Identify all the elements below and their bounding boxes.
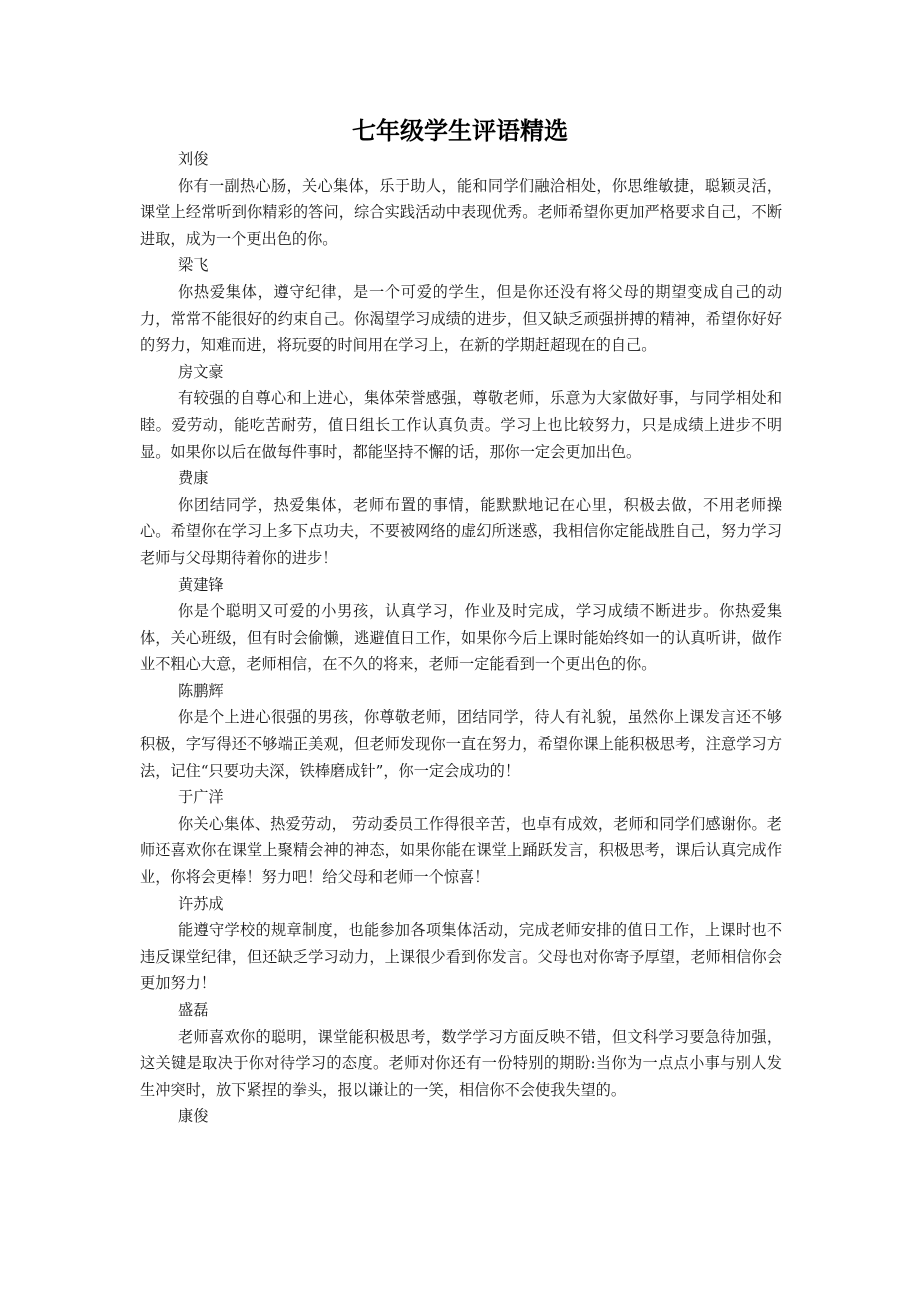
comment-entry	[140, 359, 782, 465]
student-name: 费康	[178, 469, 209, 488]
comment-text: 你团结同学，热爱集体，老师布置的事情，能默默地记在心里，积极去做，不用老师操心。希望你在学习上多下点功夫，不要被网络的虚幻所迷惑，我相信你定能战胜自己，努力学习老师与父母期待着你的进步！	[140, 495, 782, 567]
comment-entry	[140, 146, 782, 252]
student-name: 于广洋	[178, 788, 224, 807]
comments-list	[140, 146, 782, 1130]
document-title: 七年级学生评语精选	[352, 116, 568, 145]
student-name: 盛磊	[178, 1001, 209, 1019]
comment-text: 能遵守学校的规章制度，也能参加各项集体活动，完成老师安排的值日工作，上课时也不违反课堂纪律，但还缺乏学习动力，上课很少看到你发言。父母也对你寄予厚望，老师相信你会更加努力！	[140, 921, 782, 993]
student-name: 房文豪	[178, 362, 224, 381]
comment-entry	[140, 784, 782, 890]
student-name: 刘俊	[178, 150, 209, 168]
comment-text: 你是个聪明又可爱的小男孩，认真学习，作业及时完成，学习成绩不断进步。你热爱集体，关心班级，但有时会偷懒，逃避值日工作，如果你今后上课时能始终如一的认真听讲，做作业不粗心大意，老师相信，在不久的将来，老师一定能看到一个更出色的你。	[140, 602, 782, 674]
student-name: 黄建锋	[178, 575, 224, 594]
comment-text: 你关心集体、热爱劳动， 劳动委员工作得很辛苦，也卓有成效，老师和同学们感谢你。老师还喜欢你在课堂上聚精会神的神态，如果你能在课堂上踊跃发言，积极思考，课后认真完成作业，你将会更棒！努力吧！给父母和老师一个惊喜！	[140, 814, 782, 887]
comment-entry	[140, 891, 782, 997]
student-name: 许苏成	[178, 894, 224, 913]
comment-entry	[140, 1103, 782, 1130]
comment-text: 你是个上进心很强的男孩，你尊敬老师，团结同学，待人有礼貌，虽然你上课发言还不够积极，字写得还不够端正美观，但老师发现你一直在努力，希望你课上能积极思考，注意学习方法，记住“只要功夫深，铁棒磨成针”，你一定会成功的！	[140, 708, 782, 780]
comment-text: 你热爱集体，遵守纪律，是一个可爱的学生，但是你还没有将父母的期望变成自己的动力，常常不能很好的约束自己。你渴望学习成绩的进步，但又缺乏顽强拼搏的精神，希望你好好的努力，知难而进，将玩耍的时间用在学习上，在新的学期赶超现在的自己。	[140, 282, 782, 355]
comment-entry	[140, 678, 782, 784]
student-name: 陈鹏辉	[178, 681, 224, 700]
student-name: 康俊	[178, 1107, 209, 1126]
comment-entry	[140, 572, 782, 678]
student-name: 梁飞	[178, 256, 209, 275]
comment-text: 老师喜欢你的聪明，课堂能积极思考，数学学习方面反映不错，但文科学习要急待加强，这关键是取决于你对待学习的态度。老师对你还有一份特别的期盼:当你为一点点小事与别人发生冲突时，放下紧捏的拳头，报以谦让的一笑，相信你不会使我失望的。	[140, 1027, 782, 1099]
comment-entry	[140, 252, 782, 358]
comment-text: 你有一副热心肠，关心集体，乐于助人，能和同学们融洽相处，你思维敏捷，聪颖灵活，课堂上经常听到你精彩的答问，综合实践活动中表现优秀。老师希望你更加严格要求自己，不断进取，成为一个更出色的你。	[140, 176, 782, 248]
comment-entry	[140, 465, 782, 571]
comment-entry	[140, 997, 782, 1103]
comment-text: 有较强的自尊心和上进心，集体荣誉感强，尊敬老师，乐意为大家做好事，与同学相处和睦。爱劳动，能吃苦耐劳，值日组长工作认真负责。学习上也比较努力，只是成绩上进步不明显。如果你以后在做每件事时，都能坚持不懈的话，那你一定会更加出色。	[140, 389, 782, 461]
